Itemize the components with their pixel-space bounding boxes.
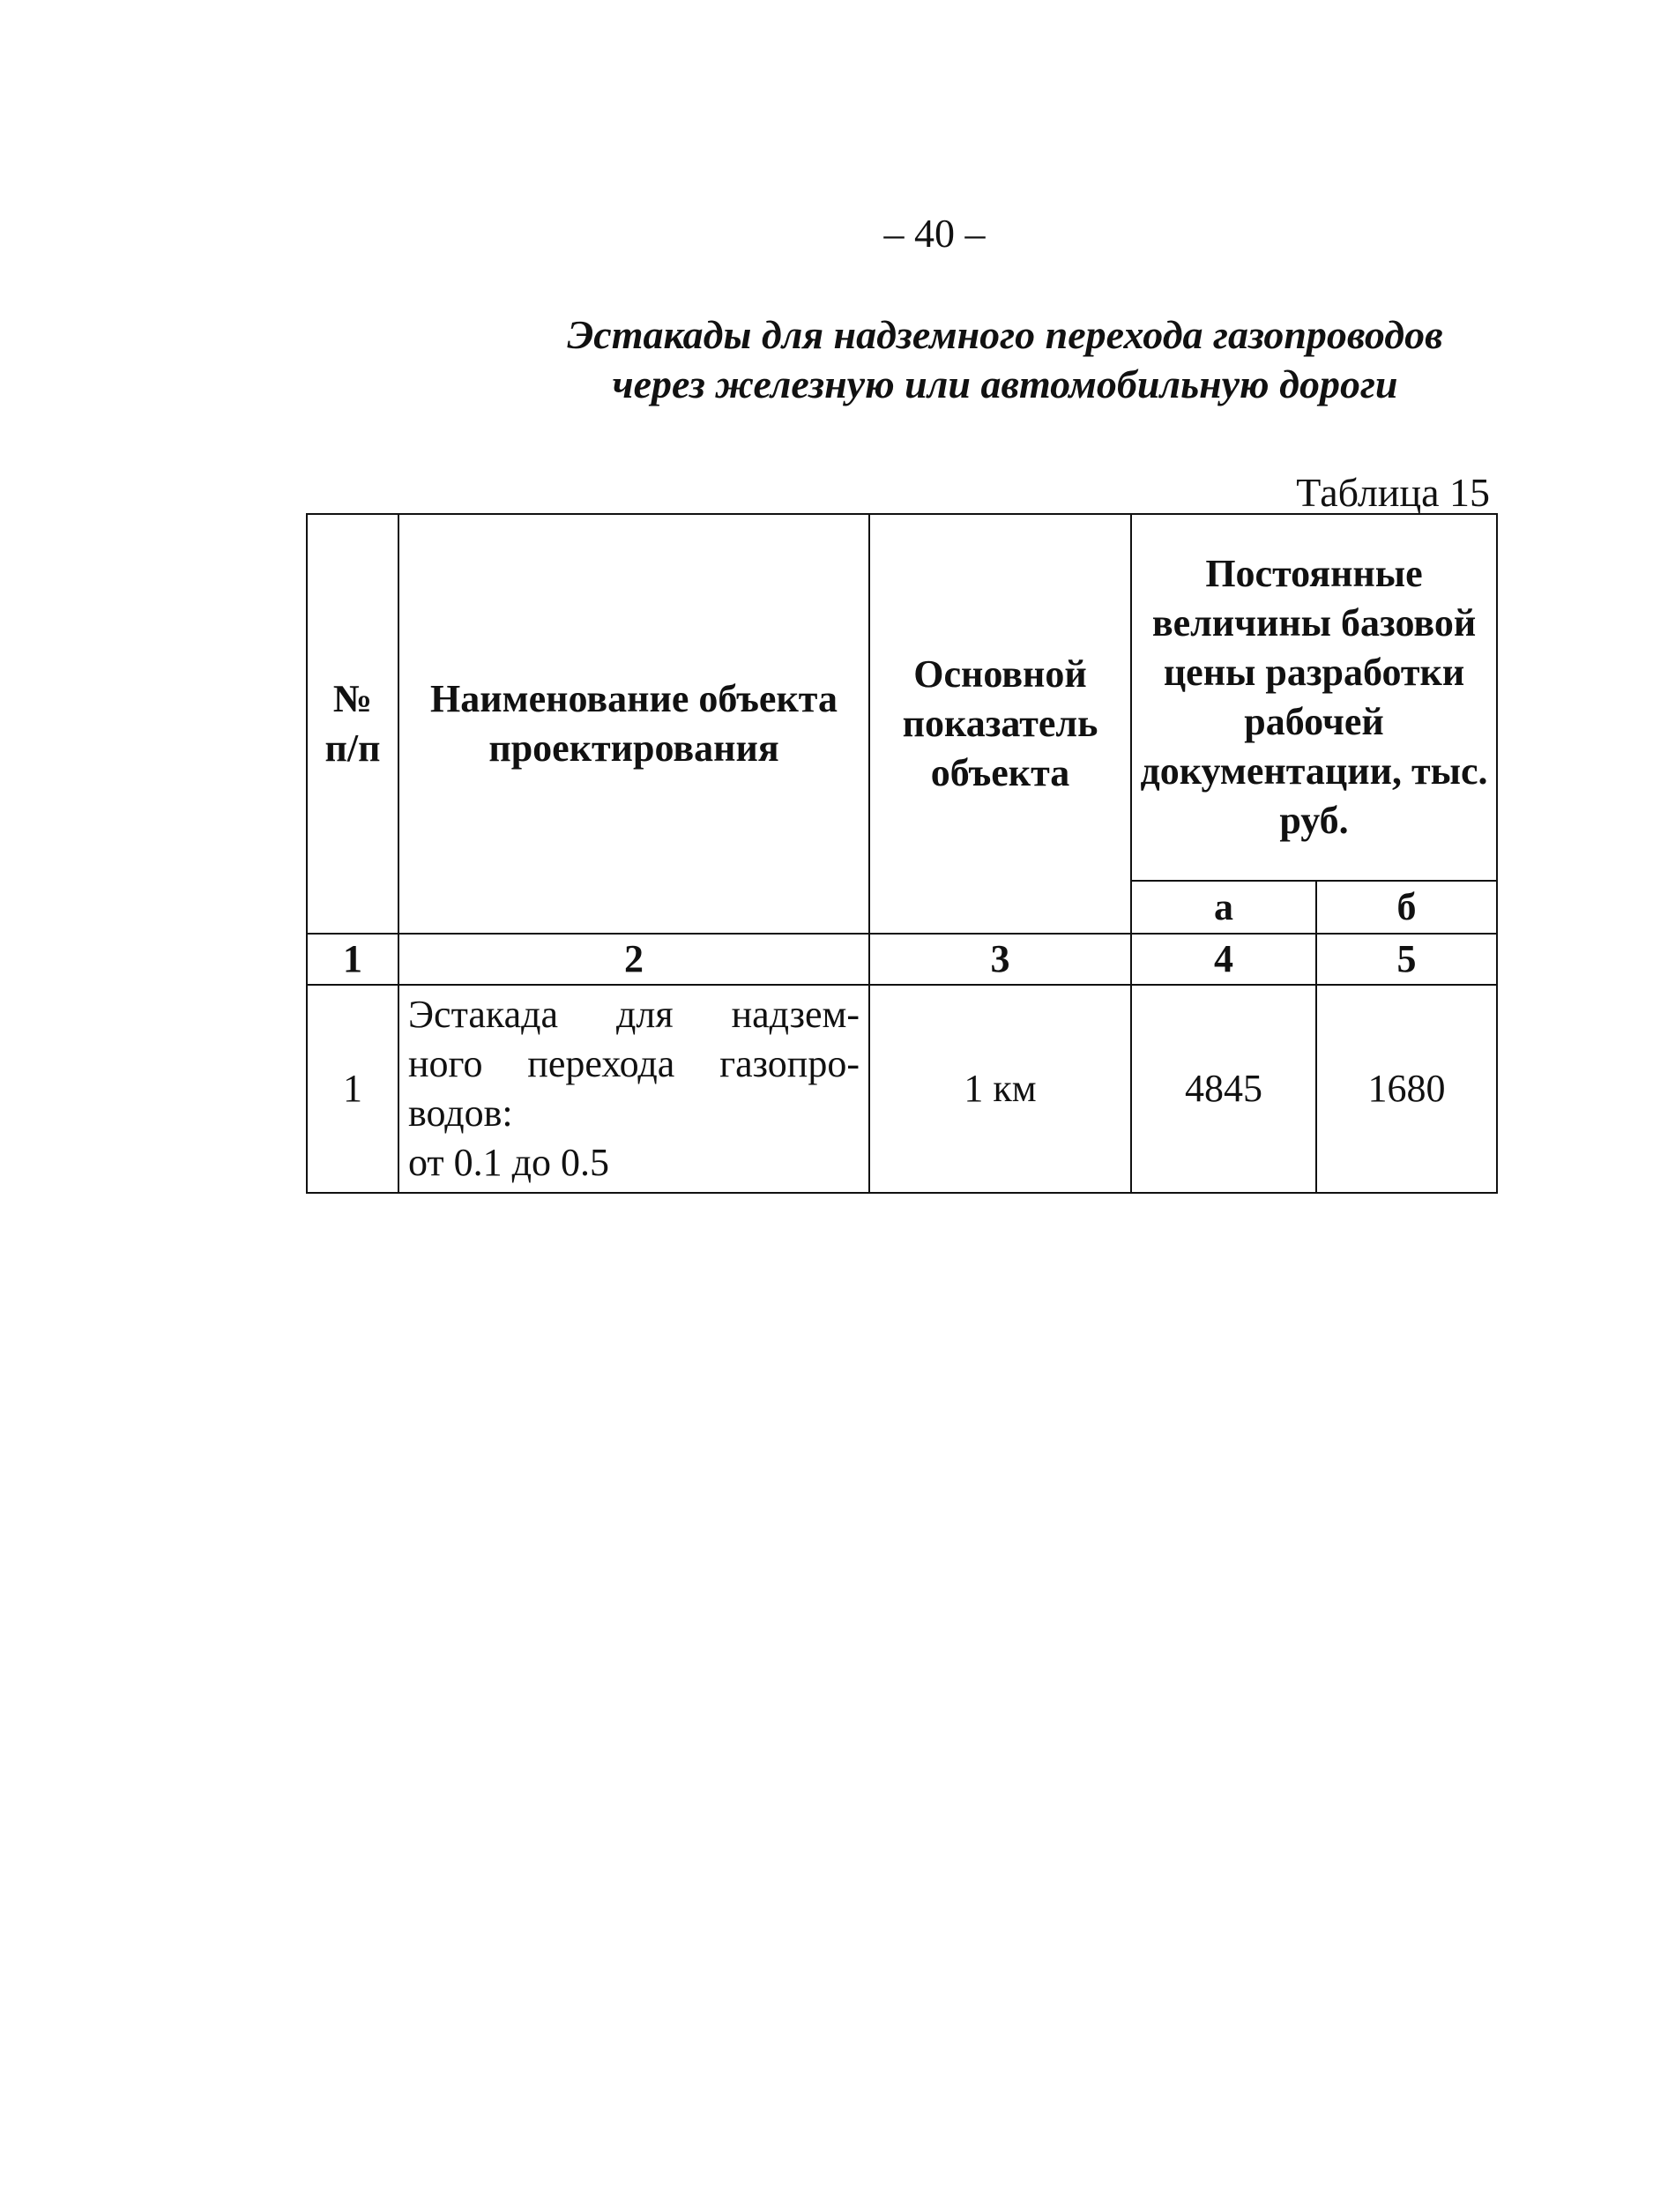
row-name-line: Эстакада для надзем-	[408, 993, 860, 1036]
price-table	[306, 513, 1498, 1194]
header-price: Постоянные величины базовой цены разработки рабочей документации, тыс. руб.	[1131, 514, 1497, 881]
row-value-b: 1680	[1316, 985, 1497, 1193]
row-name-line: от 0.1 до 0.5	[408, 1141, 610, 1184]
header-num: № п/п	[307, 514, 398, 934]
row-name-line: водов:	[408, 1091, 513, 1135]
column-number: 2	[398, 934, 869, 985]
row-value-a: 4845	[1131, 985, 1316, 1193]
header-sub-b: б	[1316, 881, 1497, 934]
header-sub-a: а	[1131, 881, 1316, 934]
column-numbers-row	[307, 934, 1497, 985]
column-number: 1	[307, 934, 398, 985]
page-number: – 40 –	[883, 211, 986, 256]
title-line-2: через железную или автомобильную дороги	[612, 361, 1398, 406]
header-name: Наименование объекта проектирования	[398, 514, 869, 934]
document-title	[291, 310, 1653, 409]
column-number: 5	[1316, 934, 1497, 985]
header-indicator: Основной показатель объекта	[869, 514, 1131, 934]
row-name-line: ного перехода газопро-	[408, 1042, 860, 1085]
title-line-1: Эстакады для надземного перехода газопроводов	[567, 312, 1443, 357]
header-row	[307, 514, 1497, 881]
row-indicator: 1 км	[869, 985, 1131, 1193]
table-row	[307, 985, 1497, 1193]
column-number: 3	[869, 934, 1131, 985]
table-caption: Таблица 15	[1296, 470, 1490, 515]
column-number: 4	[1131, 934, 1316, 985]
row-num: 1	[307, 985, 398, 1193]
row-name	[398, 985, 869, 1193]
